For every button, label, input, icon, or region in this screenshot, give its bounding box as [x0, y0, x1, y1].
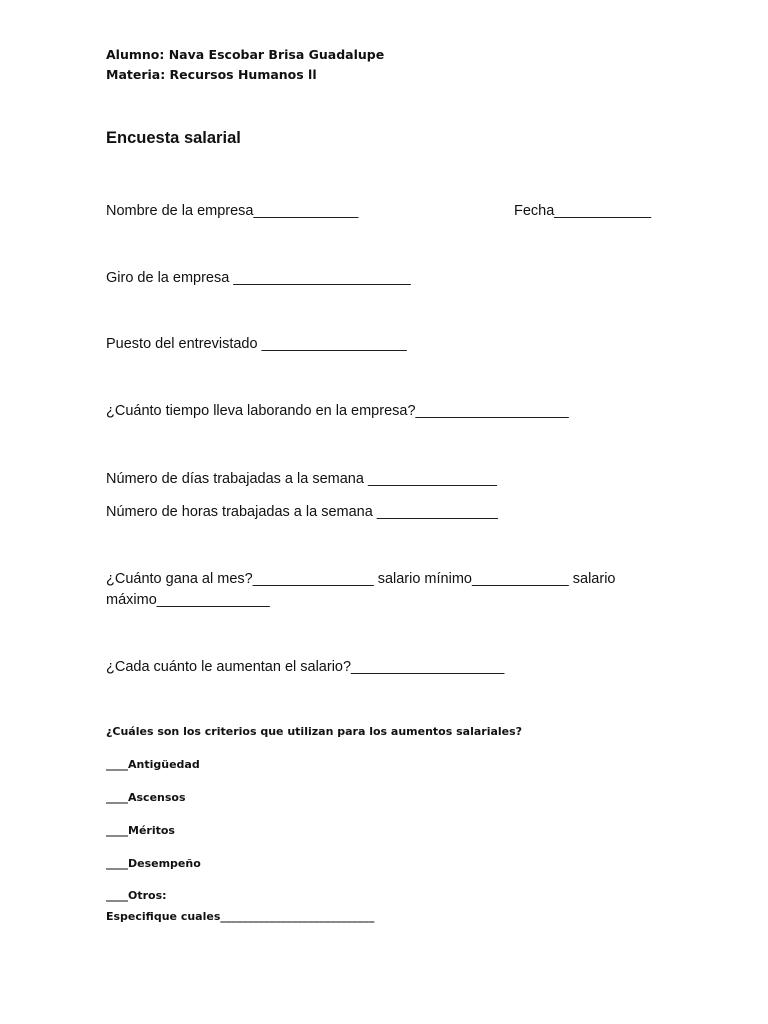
criteria-option-promotions: ____Ascensos — [106, 791, 186, 804]
monthly-pay-field-line2: máximo______________ — [106, 592, 270, 608]
criteria-question: ¿Cuáles son los criterios que utilizan para los aumentos salariales? — [106, 725, 523, 738]
date-field: Fecha____________ — [514, 203, 652, 219]
student-name: Alumno: Nava Escobar Brisa Guadalupe — [106, 47, 385, 62]
position-field: Puesto del entrevistado __________________ — [106, 336, 407, 352]
criteria-specify-field: Especifique cuales____________________________ — [106, 910, 375, 923]
hours-per-week-field: Número de horas trabajadas a la semana _______________ — [106, 504, 498, 520]
criteria-option-merits: ____Méritos — [106, 824, 175, 837]
subject-name: Materia: Recursos Humanos ll — [106, 67, 317, 82]
criteria-option-seniority: ____Antigüedad — [106, 758, 200, 771]
monthly-pay-field-line1: ¿Cuánto gana al mes?_______________ salario mínimo____________ salario — [106, 571, 616, 587]
criteria-option-performance: ____Desempeño — [106, 857, 201, 870]
criteria-option-others: ____Otros: — [106, 889, 167, 902]
company-line-field: Giro de la empresa ______________________ — [106, 270, 411, 286]
raise-frequency-field: ¿Cada cuánto le aumentan el salario?___________________ — [106, 659, 505, 675]
days-per-week-field: Número de días trabajadas a la semana ________________ — [106, 471, 497, 487]
tenure-field: ¿Cuánto tiempo lleva laborando en la empresa?___________________ — [106, 403, 569, 419]
company-name-field: Nombre de la empresa_____________ — [106, 203, 359, 219]
survey-title: Encuesta salarial — [106, 129, 241, 147]
